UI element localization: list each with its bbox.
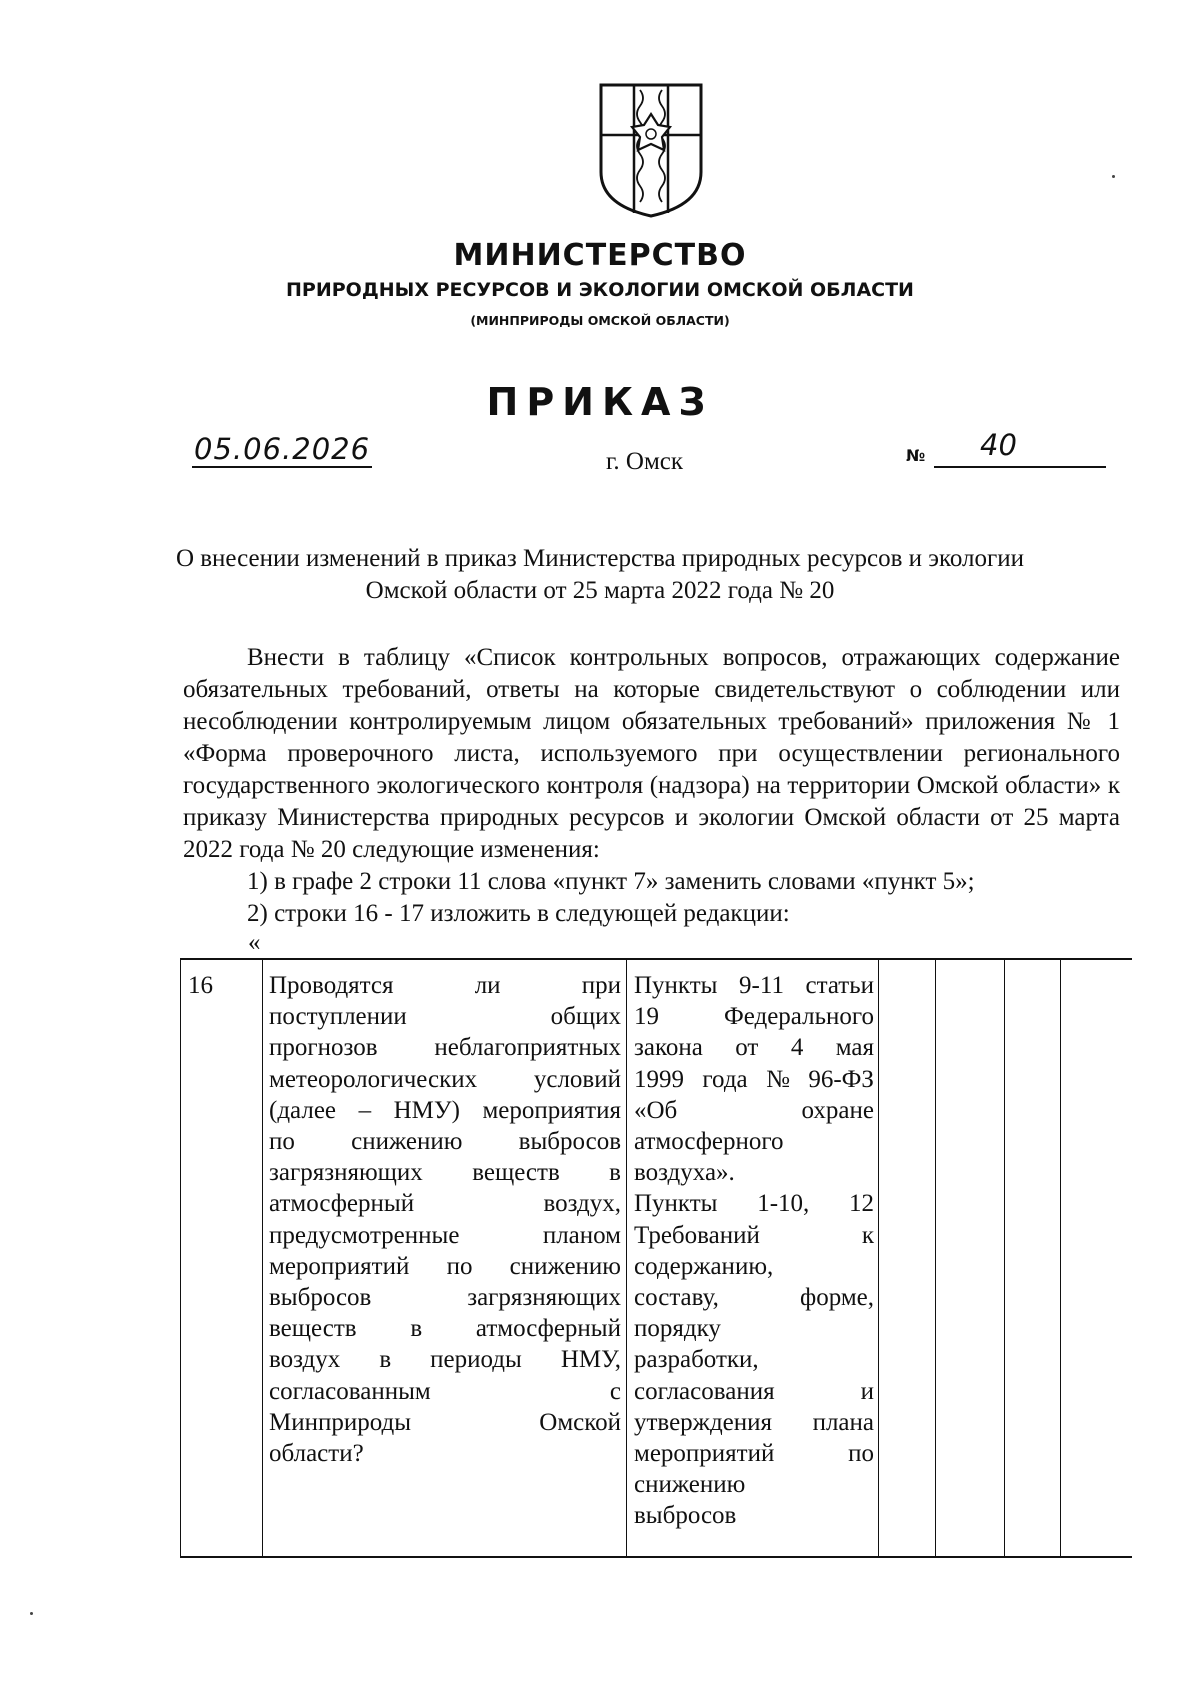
table-cell-line: (далее – НМУ) мероприятия: [269, 1096, 621, 1124]
table-column-border: [1004, 960, 1005, 1556]
table-column-border: [935, 960, 936, 1556]
table-cell-line: утверждения плана: [634, 1408, 874, 1436]
table-cell-line: воздух в периоды НМУ,: [269, 1346, 621, 1374]
table-cell-line: по снижению выбросов: [269, 1128, 621, 1156]
table-cell-line: метеорологических условий: [269, 1065, 621, 1093]
amendment-item: 2) строки 16 - 17 изложить в следующей редакции:: [247, 900, 790, 927]
table-cell-line: атмосферного: [634, 1128, 784, 1156]
ministry-full-name: ПРИРОДНЫХ РЕСУРСОВ И ЭКОЛОГИИ ОМСКОЙ ОБЛАСТИ: [286, 279, 914, 301]
table-cell-line: атмосферный воздух,: [269, 1190, 621, 1218]
table-cell-line: поступлении общих: [269, 1003, 621, 1031]
table-cell-legal-reference: [634, 970, 874, 1532]
table-cell-line: Проводятся ли при: [269, 972, 621, 999]
table-cell-line: 1999 года № 96-ФЗ: [634, 1065, 874, 1093]
table-cell-line: Требований к: [634, 1221, 874, 1249]
table-cell-line: Пункты 9-11 статьи: [634, 972, 874, 999]
scan-artifact: [30, 1612, 33, 1615]
table-cell-line: мероприятий по: [634, 1440, 874, 1468]
scan-artifact: [1112, 175, 1115, 178]
table-cell-line: согласования и: [634, 1377, 874, 1405]
table-column-border: [1060, 960, 1061, 1556]
table-cell-row-number: 16: [188, 972, 213, 999]
table-cell-question: [269, 970, 621, 1469]
table-cell-line: воздуха».: [634, 1159, 735, 1187]
table-cell-line: составу, форме,: [634, 1284, 874, 1312]
order-number-underline: [934, 430, 1106, 468]
table-cell-line: «Об охране: [634, 1096, 874, 1124]
table-column-border: [262, 960, 263, 1556]
order-city: г. Омск: [606, 448, 684, 475]
order-title: ПРИКАЗ: [486, 380, 714, 424]
order-number-label: №: [906, 446, 926, 465]
table-column-border: [180, 960, 181, 1556]
checklist-table: [180, 958, 1132, 1558]
subject-line: Омской области от 25 марта 2022 года № 20: [365, 577, 835, 604]
table-cell-line: Минприроды Омской: [269, 1408, 621, 1436]
ministry-title: МИНИСТЕРСТВО: [453, 238, 747, 273]
table-cell-line: разработки,: [634, 1346, 759, 1374]
amendment-item: 1) в графе 2 строки 11 слова «пункт 7» заменить словами «пункт 5»;: [247, 868, 975, 895]
table-cell-line: Пункты 1-10, 12: [634, 1190, 874, 1218]
table-cell-line: порядку: [634, 1315, 721, 1343]
table-cell-line: выбросов загрязняющих: [269, 1284, 621, 1312]
table-cell-line: 19 Федерального: [634, 1003, 874, 1031]
table-cell-line: прогнозов неблагоприятных: [269, 1034, 621, 1062]
table-column-border: [878, 960, 879, 1556]
subject-line: О внесении изменений в приказ Министерства природных ресурсов и экологии: [175, 545, 1025, 572]
body-paragraph: Внести в таблицу «Список контрольных вопросов, отражающих содержание обязательных требований, ответы на которые свидетельствуют о соблюдении или несоблюдении контролируемым лицом обязательных требований» приложения № 1 «Форма проверочного листа, используемого при осуществлении регионального государственного экологического контроля (надзора) на территории Омской области» к приказу Министерства природных ресурсов и экологии Омской области от 25 марта 2022 года № 20 следующие изменения:: [183, 644, 1120, 863]
document-subject: [120, 543, 1080, 607]
table-cell-line: закона от 4 мая: [634, 1034, 874, 1062]
table-cell-line: снижению: [634, 1471, 746, 1499]
table-cell-line: загрязняющих веществ в: [269, 1159, 621, 1187]
order-number: 40: [980, 428, 1017, 462]
omsk-region-coat-of-arms-icon: [596, 80, 706, 220]
order-date: 05.06.2026: [194, 432, 371, 466]
table-cell-line: выбросов: [634, 1502, 737, 1530]
table-cell-line: веществ в атмосферный: [269, 1315, 621, 1343]
table-cell-line: согласованным с: [269, 1377, 621, 1405]
opening-quote: «: [248, 929, 261, 956]
ministry-abbreviation: (МИНПРИРОДЫ ОМСКОЙ ОБЛАСТИ): [470, 313, 730, 328]
table-cell-line: мероприятий по снижению: [269, 1252, 621, 1280]
table-cell-line: содержанию,: [634, 1252, 774, 1280]
table-cell-line: области?: [269, 1440, 364, 1468]
table-cell-line: предусмотренные планом: [269, 1221, 621, 1249]
table-column-border: [626, 960, 627, 1556]
document-body: [183, 642, 1120, 930]
